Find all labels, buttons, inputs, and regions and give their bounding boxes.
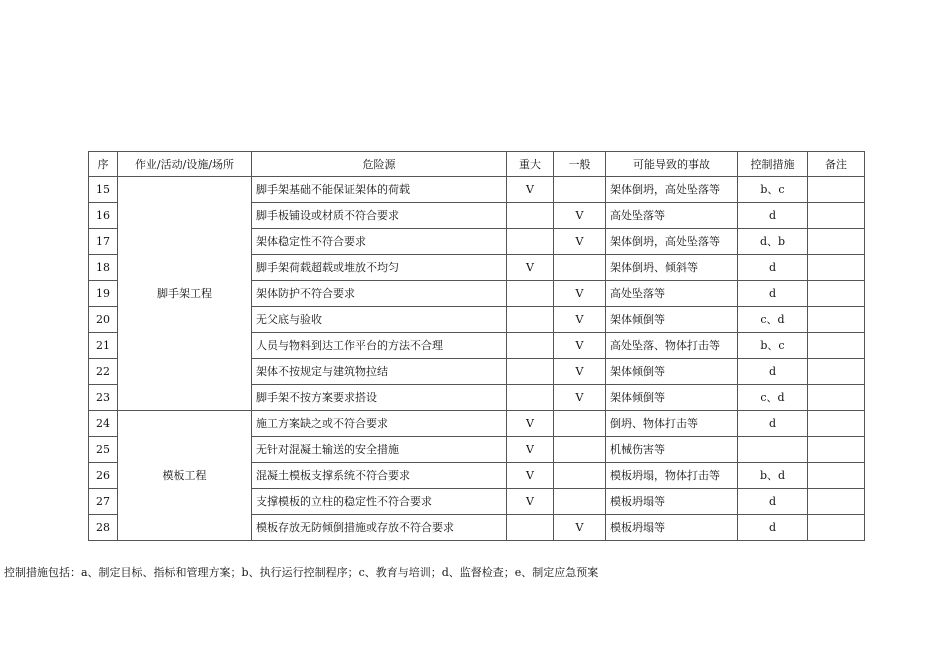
hazard-cell: 脚手架基础不能保证架体的荷载 — [252, 177, 507, 203]
general-mark: V — [554, 229, 606, 255]
hazard-cell: 人员与物料到达工作平台的方法不合理 — [252, 333, 507, 359]
remark-cell — [808, 281, 865, 307]
header-control: 控制措施 — [738, 152, 808, 177]
control-cell: d — [738, 281, 808, 307]
general-mark — [554, 411, 606, 437]
major-mark — [507, 203, 554, 229]
major-mark: V — [507, 437, 554, 463]
row-number: 16 — [89, 203, 118, 229]
control-cell: d — [738, 255, 808, 281]
hazard-cell: 支撑模板的立柱的稳定性不符合要求 — [252, 489, 507, 515]
activity-cell: 脚手架工程 — [118, 177, 252, 411]
remark-cell — [808, 463, 865, 489]
remark-cell — [808, 177, 865, 203]
remark-cell — [808, 229, 865, 255]
row-number: 19 — [89, 281, 118, 307]
general-mark: V — [554, 281, 606, 307]
major-mark — [507, 359, 554, 385]
row-number: 26 — [89, 463, 118, 489]
general-mark: V — [554, 385, 606, 411]
header-no: 序 — [89, 152, 118, 177]
hazard-cell: 架体稳定性不符合要求 — [252, 229, 507, 255]
accident-cell: 架体倾倒等 — [606, 385, 738, 411]
hazard-cell: 脚手架不按方案要求搭设 — [252, 385, 507, 411]
major-mark: V — [507, 489, 554, 515]
row-number: 22 — [89, 359, 118, 385]
remark-cell — [808, 255, 865, 281]
accident-cell: 高处坠落等 — [606, 281, 738, 307]
remark-cell — [808, 411, 865, 437]
major-mark — [507, 385, 554, 411]
accident-cell: 模板坍塌等 — [606, 489, 738, 515]
major-mark: V — [507, 255, 554, 281]
header-general: 一般 — [554, 152, 606, 177]
major-mark — [507, 281, 554, 307]
row-number: 25 — [89, 437, 118, 463]
major-mark: V — [507, 411, 554, 437]
hazard-cell: 脚手架荷载超载或堆放不均匀 — [252, 255, 507, 281]
hazard-cell: 无父底与验收 — [252, 307, 507, 333]
header-row — [89, 152, 865, 177]
accident-cell: 高处坠落等 — [606, 203, 738, 229]
row-number: 28 — [89, 515, 118, 541]
accident-cell: 架体倾倒等 — [606, 307, 738, 333]
accident-cell: 架体倒坍，高处坠落等 — [606, 229, 738, 255]
remark-cell — [808, 437, 865, 463]
major-mark: V — [507, 463, 554, 489]
general-mark — [554, 177, 606, 203]
general-mark: V — [554, 359, 606, 385]
remark-cell — [808, 333, 865, 359]
hazard-cell: 模板存放无防倾倒措施或存放不符合要求 — [252, 515, 507, 541]
major-mark — [507, 307, 554, 333]
major-mark — [507, 229, 554, 255]
header-hazard: 危险源 — [252, 152, 507, 177]
remark-cell — [808, 359, 865, 385]
hazard-table — [88, 151, 865, 541]
accident-cell: 架体倒坍、倾斜等 — [606, 255, 738, 281]
row-number: 21 — [89, 333, 118, 359]
accident-cell: 模板坍塌等 — [606, 515, 738, 541]
row-number: 17 — [89, 229, 118, 255]
general-mark: V — [554, 515, 606, 541]
hazard-cell: 混凝土模板支撑系统不符合要求 — [252, 463, 507, 489]
accident-cell: 架体倾倒等 — [606, 359, 738, 385]
row-number: 27 — [89, 489, 118, 515]
general-mark: V — [554, 307, 606, 333]
accident-cell: 机械伤害等 — [606, 437, 738, 463]
general-mark — [554, 437, 606, 463]
major-mark — [507, 333, 554, 359]
hazard-cell: 施工方案缺之或不符合要求 — [252, 411, 507, 437]
accident-cell: 高处坠落、物体打击等 — [606, 333, 738, 359]
accident-cell: 架体倒坍，高处坠落等 — [606, 177, 738, 203]
control-cell: d — [738, 515, 808, 541]
remark-cell — [808, 489, 865, 515]
row-number: 24 — [89, 411, 118, 437]
control-cell: d、b — [738, 229, 808, 255]
general-mark: V — [554, 333, 606, 359]
hazard-cell: 架体防护不符合要求 — [252, 281, 507, 307]
accident-cell: 倒坍、物体打击等 — [606, 411, 738, 437]
control-cell: d — [738, 489, 808, 515]
control-cell: d — [738, 359, 808, 385]
major-mark — [507, 515, 554, 541]
general-mark: V — [554, 203, 606, 229]
control-cell: b、c — [738, 333, 808, 359]
control-cell: d — [738, 411, 808, 437]
header-remark: 备注 — [808, 152, 865, 177]
table-body — [89, 177, 865, 541]
table-row — [89, 177, 865, 203]
row-number: 18 — [89, 255, 118, 281]
activity-cell: 模板工程 — [118, 411, 252, 541]
header-major: 重大 — [507, 152, 554, 177]
control-measures-note: 控制措施包括：a、制定目标、指标和管理方案；b、执行运行控制程序；c、教育与培训；d、监督检查；e、制定应急预案 — [4, 566, 599, 579]
header-activity: 作业/活动/设施/场所 — [118, 152, 252, 177]
general-mark — [554, 489, 606, 515]
table-row — [89, 411, 865, 437]
control-cell: c、d — [738, 307, 808, 333]
control-cell: d — [738, 203, 808, 229]
control-cell — [738, 437, 808, 463]
row-number: 20 — [89, 307, 118, 333]
remark-cell — [808, 307, 865, 333]
control-cell: b、d — [738, 463, 808, 489]
remark-cell — [808, 203, 865, 229]
general-mark — [554, 463, 606, 489]
control-cell: c、d — [738, 385, 808, 411]
major-mark: V — [507, 177, 554, 203]
row-number: 23 — [89, 385, 118, 411]
row-number: 15 — [89, 177, 118, 203]
remark-cell — [808, 515, 865, 541]
header-accident: 可能导致的事故 — [606, 152, 738, 177]
general-mark — [554, 255, 606, 281]
control-cell: b、c — [738, 177, 808, 203]
remark-cell — [808, 385, 865, 411]
hazard-cell: 架体不按规定与建筑物拉结 — [252, 359, 507, 385]
hazard-cell: 脚手板铺设或材质不符合要求 — [252, 203, 507, 229]
accident-cell: 模板坍塌，物体打击等 — [606, 463, 738, 489]
hazard-cell: 无针对混凝土输送的安全措施 — [252, 437, 507, 463]
